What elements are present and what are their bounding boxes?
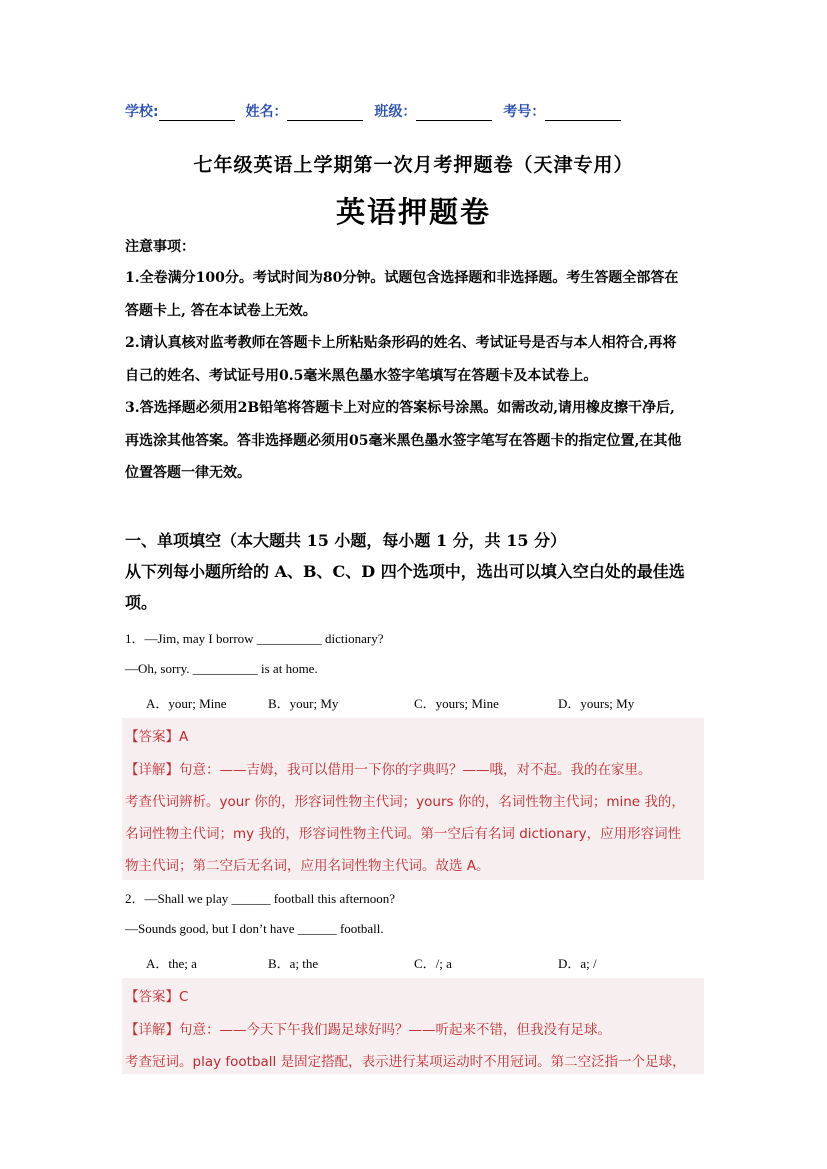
question-2-option-d[interactable]: D．a; / (558, 956, 597, 971)
question-1-line-1: 1．—Jim, may I borrow __________ dictionary? (125, 631, 384, 646)
student-info-line (125, 101, 725, 121)
question-1-option-c[interactable]: C．yours; Mine (414, 696, 499, 711)
class-label: 班级： (374, 104, 417, 120)
note-line: 自己的姓名、考试证号用0.5毫米黑色墨水签字笔填写在答题卡及本试卷上。 (125, 367, 598, 384)
question-1-option-a[interactable]: A．your; Mine (146, 696, 227, 711)
exam-subtitle: 七年级英语上学期第一次月考押题卷（天津专用） (193, 154, 634, 176)
section-description: 从下列每小题所给的 A、B、C、D 四个选项中，选出可以填入空白处的最佳选项。 (125, 562, 685, 612)
question-2-line-1: 2．—Shall we play ______ football this afternoon? (125, 891, 396, 906)
question-1-option-b[interactable]: B．your; My (268, 696, 339, 711)
note-line: 答题卡上, 答在本试卷上无效。 (125, 302, 317, 319)
question-1-detail-line: 考查代词辨析。your 你的，形容词性物主代词；yours 你的，名词性物主代词；mine 我的， (125, 794, 685, 810)
note-line: 再选涂其他答案。答非选择题必须用05毫米黑色墨水签字笔写在答题卡的指定位置,在其他 (125, 432, 682, 449)
class-blank[interactable] (416, 106, 492, 121)
name-label: 姓名： (245, 104, 288, 120)
note-line: 1.全卷满分100分。考试时间为80分钟。试题包含选择题和非选择题。考生答题全部答在 (125, 270, 679, 286)
notes-block (125, 236, 705, 490)
question-2-option-c[interactable]: C．/; a (414, 956, 452, 971)
question-1-detail-line: 物主代词；第二空后无名词，应用名词性物主代词。故选 A。 (125, 858, 490, 874)
question-1-option-d[interactable]: D．yours; My (558, 696, 635, 711)
note-line: 3.答选择题必须用2B铅笔将答题卡上对应的答案标号涂黑。如需改动,请用橡皮擦干净后, (125, 400, 675, 416)
exam-no-blank[interactable] (545, 106, 621, 121)
question-2-option-a[interactable]: A．the; a (146, 956, 197, 971)
question-1-detail-line: 名词性物主代词；my 我的，形容词性物主代词。第一空后有名词 dictionary，应用形容词性 (125, 826, 682, 842)
question-2-detail-line: 考查冠词。play football 是固定搭配，表示进行某项运动时不用冠词。第二空泛指一个足球， (125, 1054, 686, 1070)
school-label: 学校: (125, 104, 159, 120)
section-heading: 一、单项填空（本大题共 15 小题，每小题 1 分，共 15 分） (125, 531, 567, 550)
question-1-line-2: —Oh, sorry. __________ is at home. (125, 661, 318, 676)
school-blank[interactable] (159, 106, 235, 121)
question-1-detail-line: 【详解】句意：——吉姆，我可以借用一下你的字典吗？——哦，对不起。我的在家里。 (125, 762, 652, 778)
note-line: 2.请认真核对监考教师在答题卡上所粘贴条形码的姓名、考试证号是否与本人相符合,再将 (125, 335, 677, 351)
question-2-line-2: —Sounds good, but I don’t have ______ football. (125, 921, 384, 936)
notes-heading: 注意事项： (125, 239, 195, 255)
exam-title: 英语押题卷 (335, 195, 491, 229)
note-line: 位置答题一律无效。 (125, 465, 251, 481)
question-2-detail-line: 【详解】句意：——今天下午我们踢足球好吗？——听起来不错，但我没有足球。 (125, 1022, 611, 1038)
name-blank[interactable] (287, 106, 363, 121)
question-2-answer: 【答案】C (125, 989, 189, 1005)
question-1-answer: 【答案】A (125, 729, 189, 745)
question-2-option-b[interactable]: B．a; the (268, 956, 319, 971)
exam-no-label: 考号： (503, 104, 546, 120)
